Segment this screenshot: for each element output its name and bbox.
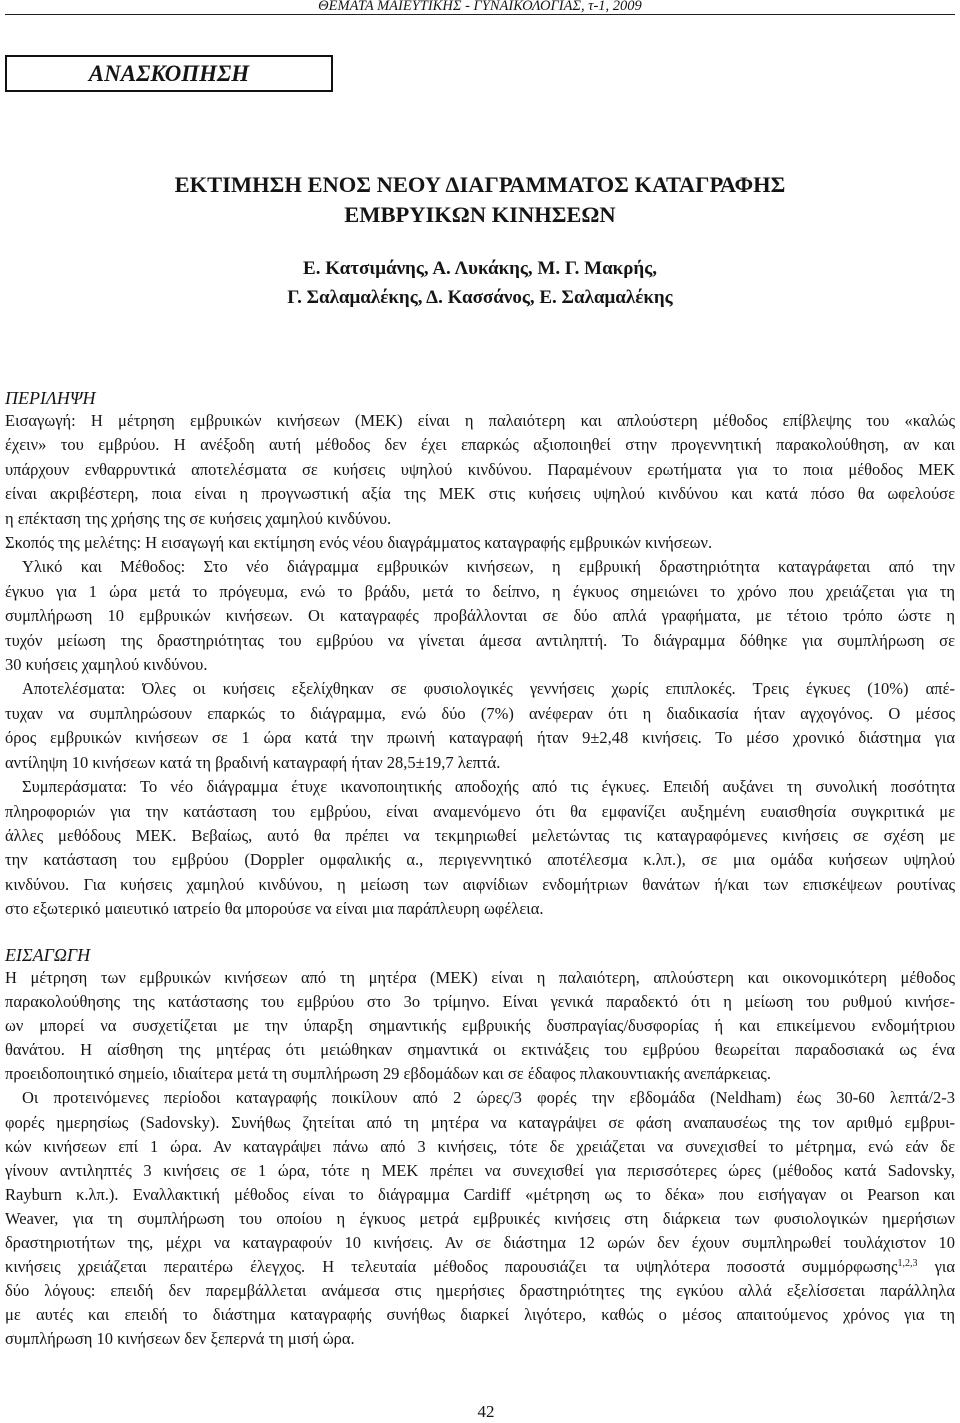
introduction-heading: ΕΙΣΑΓΩΓΗ (5, 945, 91, 965)
abstract-conclusions-paragraph (5, 775, 955, 921)
section-type-label: ΑΝΑΣΚΟΠΗΣΗ (88, 60, 250, 86)
running-header: ΘΕΜΑΤΑ ΜΑΙΕΥΤΙΚΗΣ - ΓΥΝΑΙΚΟΛΟΓΙΑΣ, τ-1, 2009 (318, 0, 642, 14)
text-line: τυχαν να συμπληρώσουν επαρκώς το διάγραμμα, ενώ δύο (7%) ανέφεραν ότι η διαδικασία ήταν αγχογόνος. Ο μέσος (5, 703, 955, 723)
text-line: δραστηριοτήτων της, μέχρι να καταγραφούν 10 κινήσεις. Αν σε διάστημα 12 ωρών δεν έχουν συμπληρωθεί τουλάχιστον 10 (5, 1233, 955, 1253)
text-line: Weaver, για τη συμπλήρωση του οποίου η έγκυος μετρά εμβρυικές κινήσεις στη διάρκεια των φυσιολογικών ημερήσιων (5, 1208, 955, 1228)
text-line (5, 1255, 955, 1279)
text-line: Σκοπός της μελέτης: Η εισαγωγή και εκτίμηση ενός νέου διαγράμματος καταγραφής εμβρυικών κινήσεων. (5, 533, 713, 553)
abstract-introduction-paragraph (5, 409, 955, 531)
text-line: υπάρχουν ενθαρρυντικά αποτελέσματα σε κυήσεις υψηλού κινδύνου. Παραμένουν ερωτήματα για το ποια μέθοδος ΜΕΚ (5, 459, 955, 479)
text-line: Αποτελέσματα: Όλες οι κυήσεις εξελίχθηκαν σε φυσιολογικές γεννήσεις χωρίς επιπλοκές. Τρεις έγκυες (10%) απέ- (22, 679, 955, 699)
abstract-methods-paragraph (5, 555, 955, 677)
introduction-paragraph (5, 966, 955, 1086)
abstract-body (5, 409, 955, 922)
author-list-line: Ε. Κατσιμάνης, Α. Λυκάκης, Μ. Γ. Μακρής, (303, 258, 657, 279)
author-list-line: Γ. Σαλαμαλέκης, Δ. Κασσάνος, Ε. Σαλαμαλέκης (287, 287, 673, 308)
text-line: την κατάσταση του εμβρύου (Doppler ομφαλικής α., περιγεννητικό αποτέλεσμα κ.λπ.), σε μια ομάδα κυήσεων υψηλού (5, 850, 955, 870)
line-text: κινήσεις χρειάζεται περαιτέρω έλεγχος. Η τελευταία μέθοδος παρουσιάζει τα υψηλότερα ποσοστά συμμόρφωσης (5, 1257, 898, 1277)
text-line: συμπλήρωση 10 κινήσεων δεν ξεπερνά τη μισή ώρα. (5, 1329, 355, 1349)
abstract-aim-paragraph (5, 531, 955, 555)
text-line: 30 κυήσεις χαμηλού κινδύνου. (5, 655, 208, 675)
text-line: στο εξωτερικό μαιευτικό ιατρείο θα μπορούσε να είναι μια παράπλευρη ωφέλεια. (5, 899, 544, 919)
text-line: προειδοποιητικό σημείο, ιδιαίτερα μετά τη συμπλήρωση 29 εβδομάδων και σε έδαφος πλακουντιακής ανεπάρκειας. (5, 1064, 771, 1084)
text-line: Συμπεράσματα: Το νέο διάγραμμα έτυχε ικανοποιητικής αποδοχής από τις έγκυες. Επειδή αυξάνει τη συνολική ποσότητα (22, 777, 955, 797)
text-line: Υλικό και Μέθοδος: Στο νέο διάγραμμα εμβρυικών κινήσεων, η εμβρυική δραστηριότητα καταγράφεται από την (22, 557, 955, 577)
text-line: δύο λόγους: επειδή δεν παρεμβάλλεται ανάμεσα στις ημερήσιες δραστηριότητες της εγκύου αλλά εξελίσσεται παράλληλα (5, 1281, 955, 1301)
page-number: 42 (477, 1402, 495, 1421)
text-line: έχειν» του εμβρύου. Η ανέξοδη αυτή μέθοδος δεν έχει επαρκώς αξιοποιηθεί στην προγεννητική παρακολούθηση, αν και (5, 435, 955, 455)
text-line: η επέκταση της χρήσης της σε κυήσεις χαμηλού κινδύνου. (5, 508, 392, 528)
text-line: με αυτές και επειδή το διάστημα καταγραφής συνήθως διαρκεί λιγότερο, καθώς ο μέσος απαιτούμενος χρόνος για τη (5, 1305, 955, 1325)
author-list (0, 254, 960, 312)
text-line: έγκυο για 1 ώρα μετά το πρόγευμα, ενώ το βράδυ, μετά το δείπνο, η έγκυος σημειώνει το χρόνο που χρειάζεται για τη (5, 581, 955, 601)
text-line: φορές ημερησίως (Sadovsky). Συνήθως ζητείται από τη μητέρα να καταγράψει σε φάση αναπαυσέως της τον αριθμό εμβρυι- (5, 1112, 955, 1132)
header-rule (5, 14, 955, 15)
text-line: συμπλήρωση 10 εμβρυικών κινήσεων. Οι καταγραφές προβάλλονται σε δύο απλά γραφήματα, με τέτοιο τρόπο ώστε η (5, 606, 955, 626)
text-line: Rayburn κ.λπ.). Εναλλακτική μέθοδος είναι το διάγραμμα Cardiff «μέτρηση ως το δέκα» που εισήγαγαν οι Pearson και (5, 1184, 955, 1204)
text-line: τυχόν μείωση της δραστηριότητας του εμβρύου να γίνεται άμεσα αντιληπτή. Το διάγραμμα δόθηκε για συμπλήρωση σε (5, 630, 955, 650)
text-line: είναι ακριβέστερη, ποια είναι η προγνωστική αξία της ΜΕΚ στις κυήσεις υψηλού κινδύνου και κατά πόσο θα ωφελούσε (5, 484, 955, 504)
text-line: ων μπορεί να συσχετίζεται με την ύπαρξη σημαντικής εμβρυικής δυσπραγίας/δυσφορίας ή και επικείμενου ενδομήτριου (5, 1016, 955, 1036)
text-line: όρος εμβρυικών κινήσεων σε 1 ώρα κατά την πρωινή καταγραφή ήταν 9±2,48 κινήσεις. Το μέσο χρονικό διάστημα για (5, 728, 955, 748)
text-line: αντίληψη 10 κινήσεων κατά τη βραδινή καταγραφή ήταν 28,5±19,7 λεπτά. (5, 752, 501, 772)
text-line: Εισαγωγή: Η μέτρηση εμβρυικών κινήσεων (ΜΕΚ) είναι η παλαιότερη και απλούστερη μέθοδος επίβλεψης του «καλώς (5, 411, 955, 430)
text-line: Οι προτεινόμενες περίοδοι καταγραφής ποικίλουν από 2 ώρες/3 φορές την εβδομάδα (Neldham) έως 30-60 λεπτά/2-3 (22, 1088, 955, 1108)
text-line: κών κινήσεων επί 1 ώρα. Αν καταγράψει πάνω από 3 κινήσεις, τότε δε χρειάζεται να συνεχισθεί το μέτρημα, ενώ εάν δε (5, 1136, 955, 1156)
citation-superscript: 1,2,3 (897, 1258, 918, 1270)
section-type-box (5, 55, 333, 92)
text-line: κινδύνου. Για κυήσεις χαμηλού κινδύνου, η μείωση των αιφνίδιων ενδομήτριων θανάτων ή/και των επισκέψεων ρουτίνας (5, 874, 955, 894)
text-line: πληροφοριών για την κατάσταση του εμβρύου, είναι αναμενόμενο ότι θα εμφανίζει αυξημένη ευαισθησία συγκριτικά με (5, 801, 955, 821)
article-title-line: ΕΜΒΡΥΙΚΩΝ ΚΙΝΗΣΕΩΝ (344, 202, 616, 227)
text-line: παρακολούθησης της κατάστασης του εμβρύου στο 3ο τρίμηνο. Είναι γενικά παραδεκτό ότι η μείωση του ρυθμού κινήσε- (5, 992, 955, 1012)
abstract-results-paragraph (5, 677, 955, 775)
abstract-heading: ΠΕΡΙΛΗΨΗ (5, 388, 96, 408)
text-line: γίνουν αντιληπτές 3 κινήσεις σε 1 ώρα, τότε η ΜΕΚ πρέπει να συνεχισθεί για περισσότερες ώρες (μέθοδος κατά Sadovsky, (5, 1160, 955, 1180)
article-title (0, 170, 960, 230)
introduction-body (5, 966, 955, 1352)
introduction-paragraph (5, 1086, 955, 1351)
article-title-line: ΕΚΤΙΜΗΣΗ ΕΝΟΣ ΝΕΟΥ ΔΙΑΓΡΑΜΜΑΤΟΣ ΚΑΤΑΓΡΑΦΗΣ (174, 172, 786, 197)
text-line: άλλες μεθόδους ΜΕΚ. Βεβαίως, αυτό θα πρέπει να τεκμηριωθεί μελετώντας τις καταγραφόμενες κινήσεις σε σχέση με (5, 825, 955, 845)
text-line: Η μέτρηση των εμβρυικών κινήσεων από τη μητέρα (ΜΕΚ) είναι η παλαιότερη, απλούστερη και οικονομικότερη μέθοδος (5, 968, 955, 987)
text-line: θανάτου. Η αίσθηση της μητέρας ότι μειώθηκαν σημαντικά οι εκτινάξεις του εμβρύου θεωρείται παραδοσιακά ως ένα (5, 1040, 955, 1060)
line-text: για (917, 1257, 955, 1277)
